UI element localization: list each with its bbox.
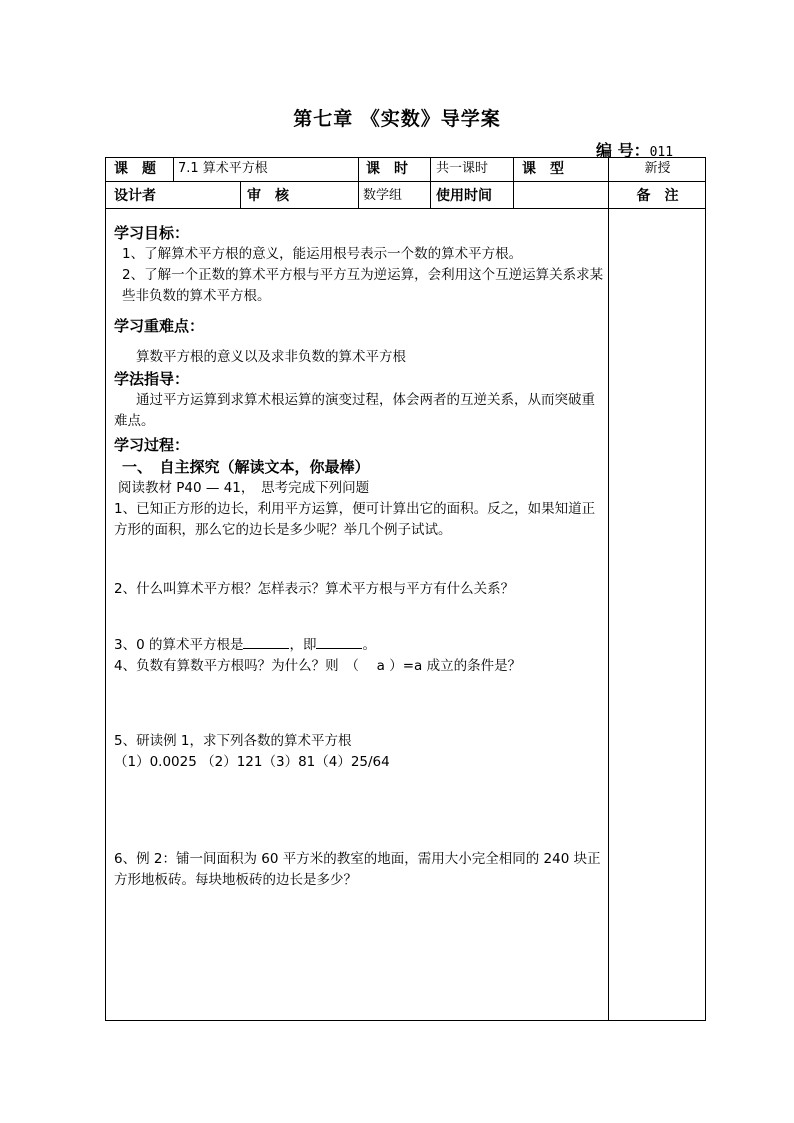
objective-1: 1、了解算术平方根的意义，能运用根号表示一个数的算术平方根。: [122, 246, 523, 262]
question-4: 4、负数有算数平方根吗？为什么？则 （ a ）=a 成立的条件是？: [114, 658, 522, 674]
question-3-part-a: 3、0 的算术平方根是: [114, 637, 244, 653]
document-number-value: 011: [649, 145, 674, 160]
document-number-label: 编 号：: [596, 141, 650, 160]
period-label: 课 时: [366, 161, 408, 177]
answer-blank-1[interactable]: [243, 634, 289, 649]
review-label: 审 核: [247, 188, 289, 204]
question-5-items: （1）0.0025 （2）121（3）81（4）25/64: [114, 754, 390, 770]
reading-note: 阅读教材 P40 — 41， 思考完成下列问题: [118, 480, 370, 496]
method-text: 通过平方运算到求算术根运算的演变过程，体会两者的互逆关系，从而突破重难点。: [114, 392, 595, 429]
type-value: 新授: [644, 161, 671, 176]
col-divider-3: [430, 157, 431, 208]
objective-2: 2、了解一个正数的算术平方根与平方互为逆运算，会利用这个互逆运算关系求某些非负数的算术平方根。: [122, 267, 604, 304]
question-5: 5、研读例 1，求下列各数的算术平方根: [114, 733, 352, 749]
topic-value: 7.1 算术平方根: [178, 161, 268, 176]
question-6: 6、例 2：铺一间面积为 60 平方米的教室的地面，需用大小完全相同的 240 块正方形地板砖。每块地板砖的边长是多少？: [114, 851, 601, 888]
review-value: 数学组: [363, 188, 403, 203]
question-1: 1、已知正方形的边长，利用平方运算，便可计算出它的面积。反之，如果知道正方形的面积，那么它的边长是多少呢？举几个例子试试。: [114, 501, 596, 538]
objectives-heading: 学习目标：: [114, 224, 190, 242]
col-divider-1b: [240, 181, 241, 208]
col-divider-1a: [173, 157, 174, 181]
designer-label: 设计者: [114, 188, 156, 204]
time-label: 使用时间: [436, 188, 492, 204]
question-3: [114, 634, 604, 656]
question-3-part-c: 。: [362, 637, 376, 653]
row-divider-2: [105, 208, 706, 209]
col-divider-2: [358, 157, 359, 208]
key-points-heading: 学习重难点：: [114, 317, 205, 335]
row-divider-1: [105, 181, 706, 182]
page-title: 第七章 《实数》导学案: [293, 108, 501, 130]
notes-label: 备 注: [636, 188, 679, 204]
topic-label: 课 题: [114, 161, 156, 177]
notes-column-divider: [608, 157, 609, 1021]
process-heading: 学习过程：: [114, 436, 190, 454]
col-divider-4: [513, 157, 514, 208]
section-1-title: 一、 自主探究（解读文本，你最棒）: [122, 458, 370, 476]
key-points-text: 算数平方根的意义以及求非负数的算术平方根: [136, 349, 406, 365]
period-value: 共一课时: [436, 161, 489, 176]
answer-blank-2[interactable]: [316, 634, 362, 649]
question-3-part-b: ，即: [289, 637, 317, 653]
type-label: 课 型: [522, 161, 564, 177]
method-heading: 学法指导：: [114, 370, 190, 388]
lesson-content: [114, 218, 604, 891]
question-2: 2、什么叫算术平方根？怎样表示？算术平方根与平方有什么关系？: [114, 581, 515, 597]
